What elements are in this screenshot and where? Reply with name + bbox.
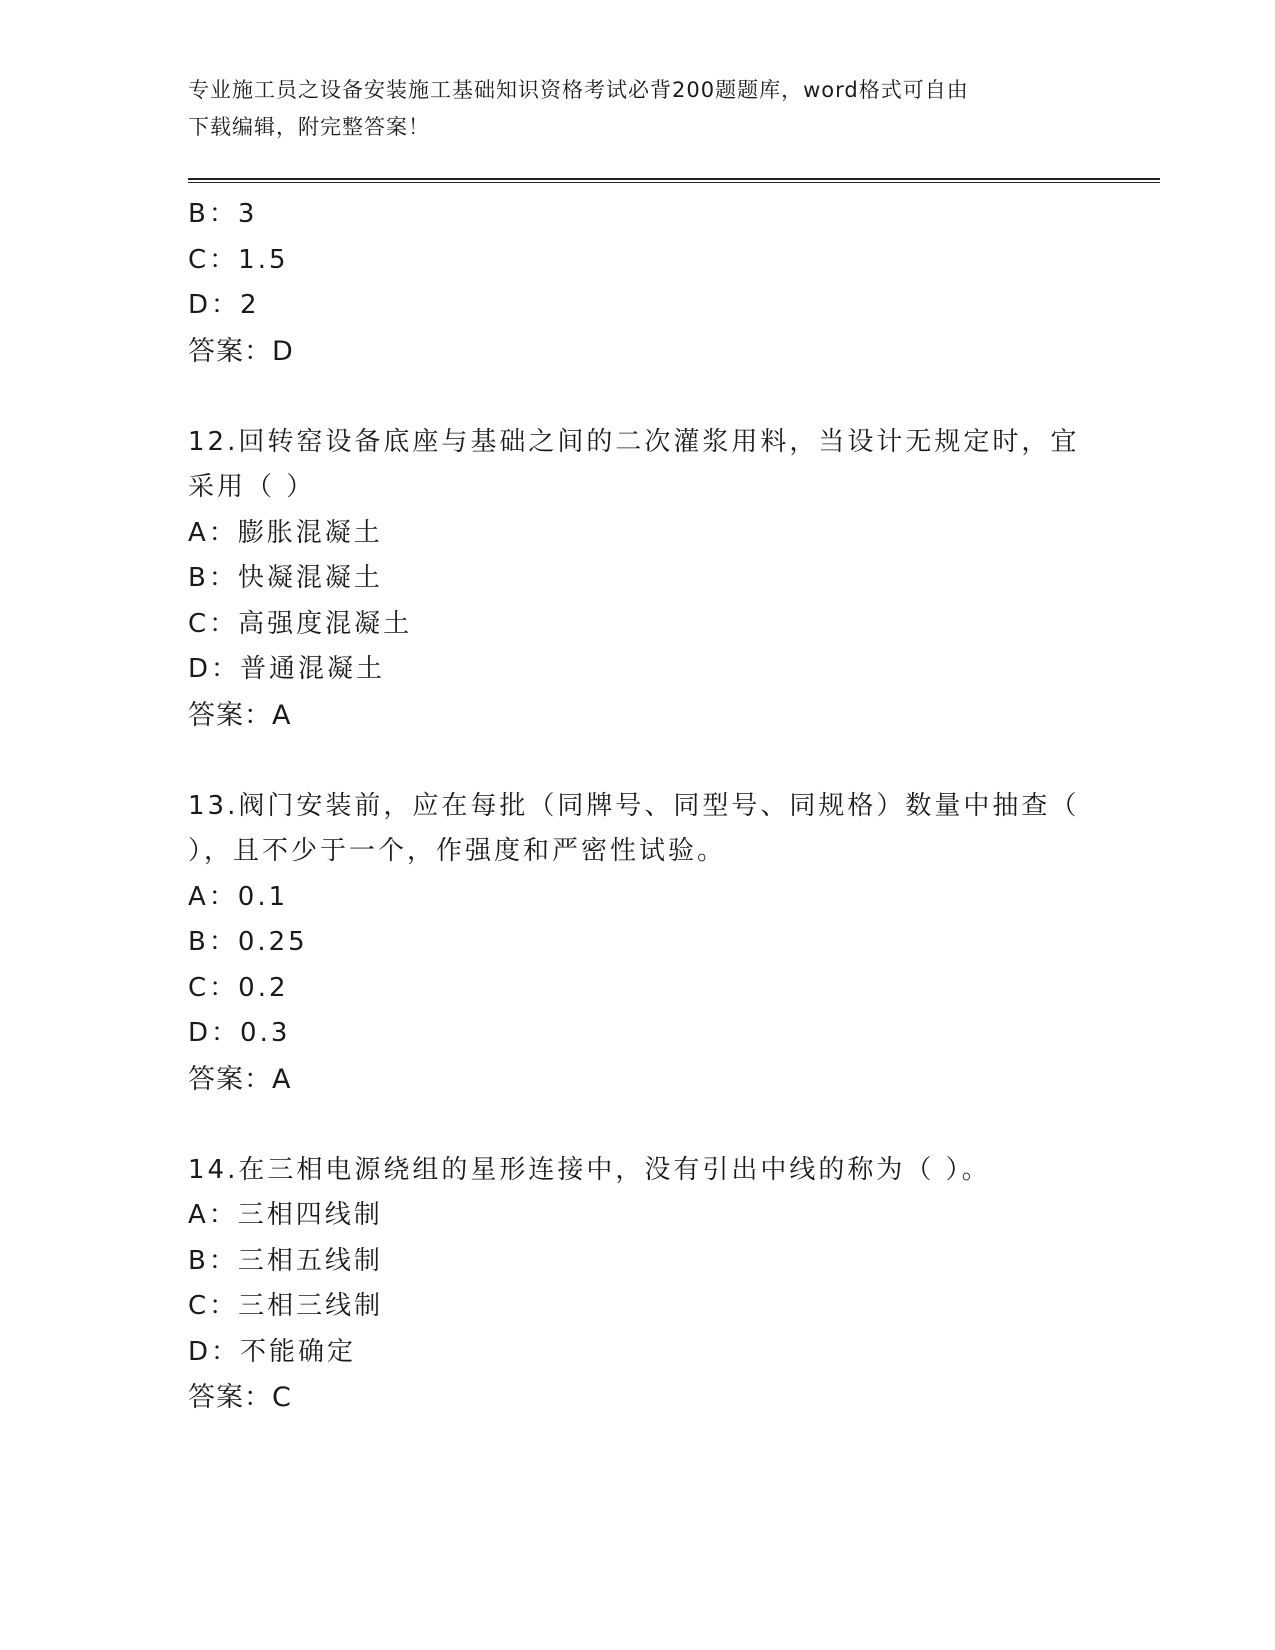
answer-line: 答案：A bbox=[188, 699, 292, 731]
document-header bbox=[188, 72, 1088, 146]
question-stem: 13.阀门安装前，应在每批（同牌号、同型号、同规格）数量中抽查（ bbox=[188, 790, 1080, 821]
option-c: C：0.2 bbox=[188, 972, 289, 1003]
option-c: C：高强度混凝土 bbox=[188, 608, 413, 639]
option-b: B：3 bbox=[188, 199, 258, 229]
question-block-12 bbox=[188, 420, 1088, 739]
header-divider bbox=[188, 178, 1160, 183]
question-block-prev bbox=[188, 192, 1088, 375]
header-title-line-1: 专业施工员之设备安装施工基础知识资格考试必背200题题库，word格式可自由 bbox=[188, 78, 969, 102]
answer-line: 答案：A bbox=[188, 1063, 292, 1095]
option-d: D：2 bbox=[188, 290, 260, 320]
option-b: B：三相五线制 bbox=[188, 1245, 383, 1276]
option-a: A：0.1 bbox=[188, 881, 289, 912]
question-stem: 14.在三相电源绕组的星形连接中，没有引出中线的称为（ ）。 bbox=[188, 1154, 991, 1185]
question-block-13 bbox=[188, 784, 1088, 1103]
answer-line: 答案：D bbox=[188, 335, 294, 367]
option-c: C：1.5 bbox=[188, 244, 289, 275]
question-stem: 12.回转窑设备底座与基础之间的二次灌浆用料，当设计无规定时，宜 bbox=[188, 426, 1080, 457]
option-b: B：快凝混凝土 bbox=[188, 563, 383, 593]
option-d: D：0.3 bbox=[188, 1018, 291, 1048]
option-b: B：0.25 bbox=[188, 927, 308, 957]
question-block-14 bbox=[188, 1148, 1088, 1422]
option-a: A：膨胀混凝土 bbox=[188, 517, 383, 548]
question-stem-continued: 采用（ ） bbox=[188, 472, 316, 502]
question-stem-continued: ），且不少于一个，作强度和严密性试验。 bbox=[188, 836, 727, 866]
option-a: A：三相四线制 bbox=[188, 1200, 383, 1230]
answer-line: 答案：C bbox=[188, 1382, 292, 1413]
option-d: D：普通混凝土 bbox=[188, 654, 386, 684]
option-d: D：不能确定 bbox=[188, 1336, 357, 1367]
header-title-line-2: 下载编辑，附完整答案！ bbox=[188, 115, 430, 139]
option-c: C：三相三线制 bbox=[188, 1291, 384, 1321]
question-list bbox=[188, 192, 1088, 1421]
